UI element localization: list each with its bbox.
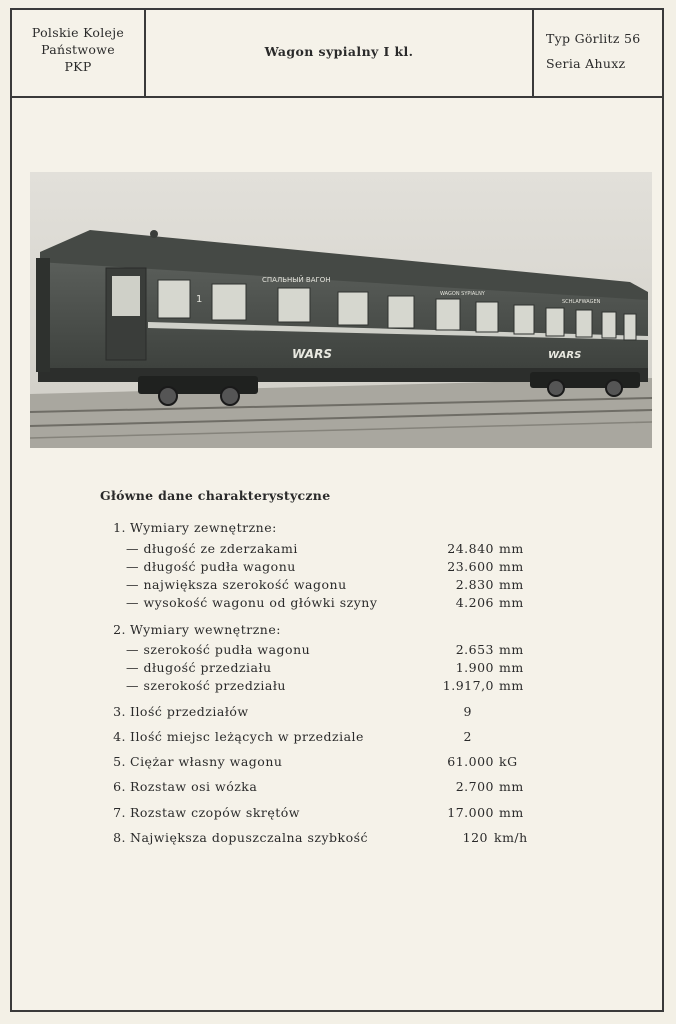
spec-number: 7. bbox=[113, 805, 126, 820]
spec-value: 1.917,0 bbox=[442, 678, 494, 693]
spec-unit: mm bbox=[499, 678, 524, 693]
spec-number: 6. bbox=[113, 779, 126, 794]
spec-row-2 bbox=[12, 622, 662, 640]
spec-row-2b bbox=[12, 660, 662, 678]
spec-row-4 bbox=[12, 729, 662, 747]
roof-vent bbox=[150, 230, 158, 238]
spec-value: 1.900 bbox=[455, 660, 494, 675]
spec-row-3 bbox=[12, 704, 662, 722]
spec-label: Wymiary wewnętrzne: bbox=[130, 622, 281, 637]
spec-label: — długość ze zderzakami bbox=[126, 541, 298, 556]
spec-unit: kG bbox=[499, 754, 518, 769]
type-cell bbox=[534, 10, 662, 96]
spec-number: 5. bbox=[113, 754, 126, 769]
car-text-german: SCHLAFWAGEN bbox=[562, 299, 601, 305]
spec-number: 1. bbox=[113, 520, 126, 535]
spec-label: — wysokość wagonu od główki szyny bbox=[126, 595, 378, 610]
spec-row-7 bbox=[12, 805, 662, 823]
spec-row-1a bbox=[12, 541, 662, 559]
spec-label: — szerokość przedziału bbox=[126, 678, 286, 693]
spec-row-1c bbox=[12, 577, 662, 595]
spec-label: Wymiary zewnętrzne: bbox=[130, 520, 277, 535]
spec-label: Rozstaw osi wózka bbox=[130, 779, 258, 794]
car-logo-wars-1: WARS bbox=[292, 347, 332, 361]
spec-value: 23.600 bbox=[447, 559, 494, 574]
type-line: Typ Görlitz 56 bbox=[546, 31, 641, 46]
spec-value: 9 bbox=[463, 704, 472, 719]
spec-value: 120 bbox=[462, 830, 488, 845]
spec-number: 3. bbox=[113, 704, 126, 719]
title-cell bbox=[146, 10, 534, 96]
wagon-illustration bbox=[30, 172, 652, 448]
org-line-3: PKP bbox=[64, 59, 92, 74]
spec-value: 4.206 bbox=[455, 595, 494, 610]
spec-unit: mm bbox=[499, 805, 524, 820]
spec-row-5 bbox=[12, 754, 662, 772]
spec-label: Ilość przedziałów bbox=[130, 704, 249, 719]
car-text-cyrillic: СПАЛЬНЫЙ ВАГОН bbox=[262, 276, 331, 284]
spec-label: — największa szerokość wagonu bbox=[126, 577, 347, 592]
spec-number: 2. bbox=[113, 622, 126, 637]
wagon-photo bbox=[30, 172, 652, 448]
spec-label: — szerokość pudła wagonu bbox=[126, 642, 311, 657]
spec-row-2a bbox=[12, 642, 662, 660]
spec-row-1 bbox=[12, 520, 662, 538]
series-line: Seria Ahuxz bbox=[546, 56, 626, 71]
spec-label: Rozstaw czopów skrętów bbox=[130, 805, 301, 820]
spec-row-1d bbox=[12, 595, 662, 613]
car-logo-wars-2: WARS bbox=[548, 350, 582, 361]
spec-label: — długość przedziału bbox=[126, 660, 272, 675]
spec-label: — długość pudła wagonu bbox=[126, 559, 296, 574]
spec-label: Ilość miejsc leżących w przedziale bbox=[130, 729, 364, 744]
org-line-2: Państwowe bbox=[41, 42, 115, 57]
spec-value: 2.700 bbox=[455, 779, 494, 794]
spec-row-2c bbox=[12, 678, 662, 696]
document-frame bbox=[10, 8, 664, 1012]
spec-row-6 bbox=[12, 779, 662, 797]
header-table bbox=[12, 10, 662, 98]
car-end bbox=[36, 258, 50, 372]
spec-unit: mm bbox=[499, 541, 524, 556]
spec-number: 8. bbox=[113, 830, 126, 845]
section-title: Główne dane charakterystyczne bbox=[100, 488, 331, 503]
organization-cell bbox=[12, 10, 146, 96]
car-text-polish: WAGON SYPIALNY bbox=[440, 291, 485, 297]
car-number: 1 bbox=[196, 294, 203, 305]
spec-value: 2.653 bbox=[455, 642, 494, 657]
spec-number: 4. bbox=[113, 729, 126, 744]
org-line-1: Polskie Koleje bbox=[31, 25, 125, 40]
spec-unit: mm bbox=[499, 779, 524, 794]
spec-unit: mm bbox=[499, 577, 524, 592]
spec-value: 61.000 bbox=[447, 754, 494, 769]
spec-label: Największa dopuszczalna szybkość bbox=[130, 830, 369, 845]
spec-value: 2 bbox=[463, 729, 472, 744]
spec-value: 17.000 bbox=[447, 805, 494, 820]
spec-unit: mm bbox=[499, 642, 524, 657]
spec-unit: mm bbox=[499, 595, 524, 610]
spec-unit: km/h bbox=[494, 830, 528, 845]
spec-unit: mm bbox=[499, 660, 524, 675]
spec-label: Ciężar własny wagonu bbox=[130, 754, 283, 769]
door-window bbox=[112, 276, 140, 316]
spec-row-1b bbox=[12, 559, 662, 577]
spec-value: 2.830 bbox=[455, 577, 494, 592]
document-title: Wagon sypialny I kl. bbox=[264, 44, 414, 59]
spec-row-8 bbox=[12, 830, 662, 848]
spec-unit: mm bbox=[499, 559, 524, 574]
spec-value: 24.840 bbox=[447, 541, 494, 556]
